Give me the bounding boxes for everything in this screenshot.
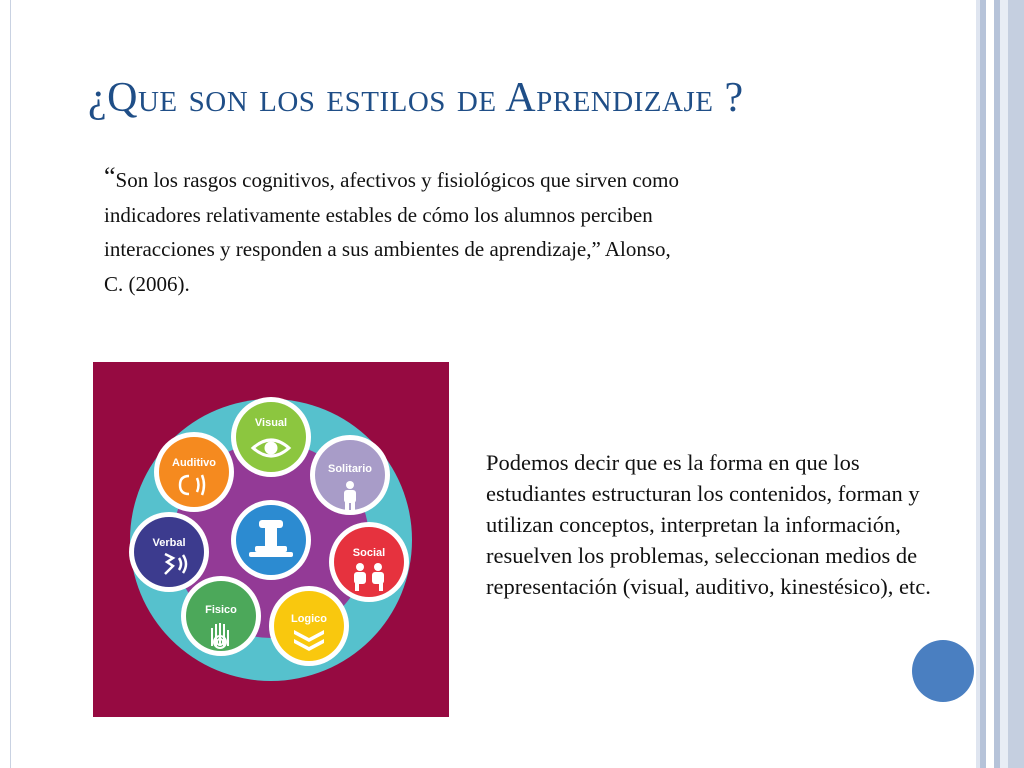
explanation-text: Podemos decir que es la forma en que los estudiantes estructuran los contenidos, forman y utilizan conceptos, interpretan la información, resuelven los problemas, seleccionan medios de representación (visual, auditivo, kinestésico), etc. (486, 450, 931, 599)
style-node-visual (231, 397, 311, 477)
quote-text: Son los rasgos cognitivos, afectivos y fisiológicos que sirven como indicadores relativamente estables de cómo los alumnos perciben interacciones y responden a sus ambientes de aprendizaje,” Alonso, C. (2006). (104, 168, 679, 296)
style-label: Solitario (327, 463, 373, 475)
right-border-band (1008, 0, 1024, 768)
slide-title: ¿Que son los estilos de Aprendizaje ? (88, 75, 744, 121)
decorative-circle (912, 640, 974, 702)
style-node-auditivo (154, 432, 234, 512)
style-node-fisico (181, 576, 261, 656)
learning-styles-wheel (93, 362, 449, 717)
style-label: Social (352, 547, 386, 559)
style-label: Logico (290, 613, 328, 625)
style-label: Fisico (205, 604, 237, 616)
style-node-verbal (129, 512, 209, 592)
quote-open-mark: “ (104, 162, 116, 191)
center-node (231, 500, 311, 580)
style-node-social (329, 522, 409, 602)
style-label: Visual (254, 417, 288, 429)
style-label: Auditivo (172, 457, 216, 469)
right-border-band (1000, 0, 1008, 768)
definition-quote (104, 160, 694, 301)
style-node-solitario (310, 435, 390, 515)
right-border-band (986, 0, 994, 768)
style-node-logico (269, 586, 349, 666)
learning-styles-figure (93, 362, 449, 717)
style-label: Verbal (152, 537, 186, 549)
